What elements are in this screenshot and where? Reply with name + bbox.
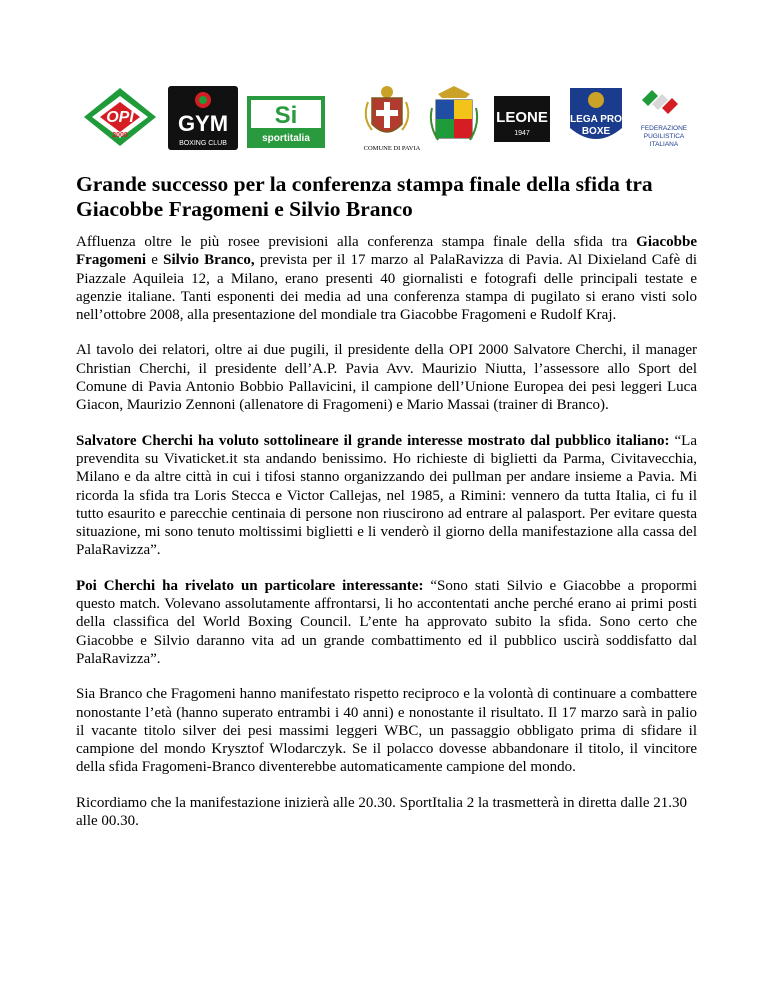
svg-text:LEGA PRO: LEGA PRO xyxy=(570,114,622,125)
svg-text:LEONE: LEONE xyxy=(496,109,548,126)
logo-strip xyxy=(80,84,690,156)
opi-2000-logo xyxy=(82,86,158,148)
article-body xyxy=(76,233,697,847)
svg-text:PUGILISTICA: PUGILISTICA xyxy=(643,133,685,140)
svg-text:BOXE: BOXE xyxy=(581,126,611,137)
fpi-logo xyxy=(636,86,692,152)
svg-text:ITALIANA: ITALIANA xyxy=(649,141,679,148)
comune-di-pavia-crest xyxy=(342,84,432,154)
svg-text:GYM: GYM xyxy=(177,111,229,136)
svg-text:2000: 2000 xyxy=(112,132,128,139)
svg-text:FEDERAZIONE: FEDERAZIONE xyxy=(640,125,688,132)
svg-text:OPI: OPI xyxy=(106,109,134,126)
svg-text:Si: Si xyxy=(274,102,298,129)
svg-text:sportitalia: sportitalia xyxy=(262,133,310,144)
provincia-di-pavia-crest xyxy=(428,84,480,148)
article-title: Grande successo per la conferenza stampa finale della sfida tra Giacobbe Fragomeni e Silvio Branco xyxy=(76,172,653,221)
sportitalia-logo xyxy=(247,96,325,148)
svg-text:1947: 1947 xyxy=(514,130,530,137)
svg-text:BOXING CLUB: BOXING CLUB xyxy=(179,140,227,147)
paragraph-broadcast: Ricordiamo che la manifestazione inizierà alle 20.30. SportItalia 2 la trasmetterà in diretta dalle 21.30 alle 00.30. xyxy=(76,794,688,830)
paragraph-cherchi-reveal: Poi Cherchi ha rivelato un particolare interessante: “Sono stati Silvio e Giacobbe a propormi questo match. Volevano assolutamente affrontarsi, li ho accontentati anche perché erano ai primi posti della classifica del World Boxing Council. L’ente ha approvato subito la sfida. Sono certo che Giacobbe e Silvio daranno vita ad un grande combattimento ed il pubblico uscirà soddisfatto dal PalaRavizza”. xyxy=(76,577,697,667)
paragraph-cherchi-quote: Salvatore Cherchi ha voluto sottolineare il grande interesse mostrato dal pubblico italiano: “La prevendita su Vivaticket.it sta andando benissimo. Ho richieste di biglietti da Parma, Civitavecchia, Milano e da altre città in cui i tifosi stanno organizzando dei pullman per andare insieme a Pavia. Mi ricorda la sfida tra Loris Stecca e Victor Callejas, nel 1985, a Rimini: vennero da tutta Italia, ci fu il tutto esaurito e parecchie centinaia di persone non riuscirono ad entrare al palasport. Per evitare questa situazione, mi sono tenuto moltissimi biglietti e li venderò il giorno della manifestazione alla cassa del PalaRavizza”. xyxy=(76,432,697,559)
svg-text:COMUNE DI PAVIA: COMUNE DI PAVIA xyxy=(363,145,421,152)
leone-logo xyxy=(494,96,550,142)
lega-pro-boxe-logo xyxy=(566,84,626,150)
paragraph-speakers: Al tavolo dei relatori, oltre ai due pugili, il presidente della OPI 2000 Salvatore Cherchi, il manager Christian Cherchi, il presidente dell’A.P. Pavia Avv. Maurizio Niutta, l’assessore allo Sport del Comune di Pavia Antonio Bobbio Pallavicini, il campione dell’Unione Europea dei pesi leggeri Luca Giacon, Maurizio Zennoni (allenatore di Fragomeni) e Mario Massai (trainer di Branco). xyxy=(76,342,697,414)
gym-boxing-club-logo xyxy=(168,86,238,150)
paragraph-intro: Affluenza oltre le più rosee previsioni alla conferenza stampa finale della sfida tra Giacobbe Fragomeni e Silvio Branco, prevista per il 17 marzo al PalaRavizza di Pavia. Al Dixieland Cafè di Piazzale Aquileia 12, a Milano, erano presenti 40 giornalisti e fotografi delle principali testate e agenzie italiane. Tanti esponenti dei media ad una conferenza stampa di pugilato si erano visti solo nell’ottobre 2008, alla presentazione del mondiale tra Giacobbe Fragomeni e Rudolf Kraj. xyxy=(76,234,697,324)
paragraph-title-stakes: Sia Branco che Fragomeni hanno manifestato rispetto reciproco e la volontà di continuare a combattere nonostante l’età (hanno superato entrambi i 40 anni) e nonostante il risultato. Il 17 marzo sarà in palio il vacante titolo silver dei pesi massimi leggeri WBC, un passaggio obbligato prima di sfidare il campione del mondo Krysztof Wlodarczyk. Se il polacco dovesse abbandonare il titolo, il vincitore della sfida Fragomeni-Branco diventerebbe automaticamente campione del mondo. xyxy=(76,686,697,776)
